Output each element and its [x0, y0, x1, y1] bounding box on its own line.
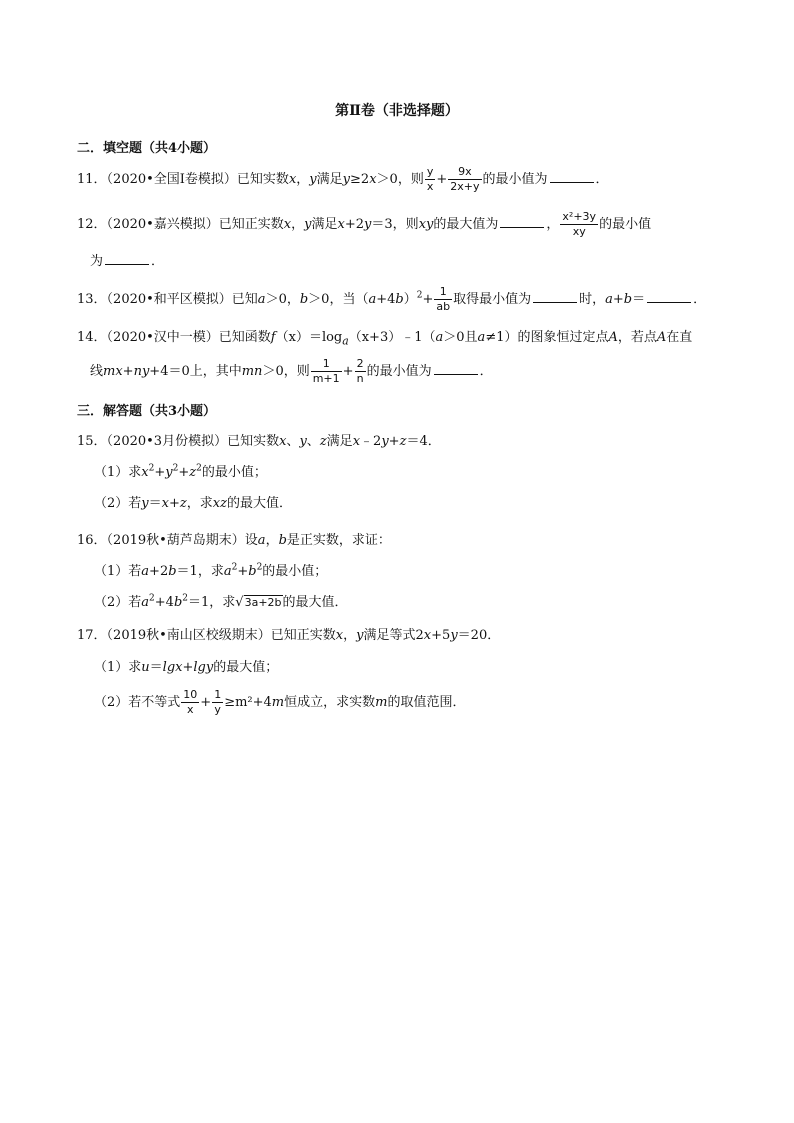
answer-blank	[533, 290, 577, 303]
fraction: $\frac{1}{ab}$	[436, 285, 451, 313]
answer-blank	[550, 170, 594, 183]
square-root: √3a+2b	[235, 595, 282, 610]
question-15-part-1: （1）求$x^2+y^2+z^2$的最小值；	[94, 463, 267, 480]
fraction: $\frac{\text{x²+3y}}{xy}$	[562, 210, 597, 238]
answer-blank	[105, 252, 149, 265]
section-fill-in: 二．填空题（共4小题）	[77, 141, 217, 156]
question-11: 11．（2020•全国Ⅰ卷模拟）已知实数x，y满足y≥2x＞0，则 $\frac{y}{x}$ + $\frac{9x}{2x+y}$ 的最小值为 ．	[77, 165, 609, 193]
answer-blank	[647, 290, 691, 303]
question-13: 13．（2020•和平区模拟）已知a＞0，b＞0，当$(a+4b)^2+$ $\frac{1}{ab}$ 取得最小值为 时，a+b＝ ．	[77, 285, 707, 313]
question-12: 12．（2020•嘉兴模拟）已知正实数x，y满足x+2y＝3，则xy的最大值为 ， $\frac{\text{x²+3y}}{xy}$ 的最小值	[77, 210, 652, 238]
question-17-part-2: （2）若不等式 $\frac{10}{x}$ + $\frac{1}{y}$ ≥m²+4m恒成立，求实数m的取值范围．	[94, 688, 466, 716]
question-12-cont: 为 ．	[90, 254, 165, 269]
fraction: $\frac{1}{m+1}$	[312, 357, 340, 385]
question-16-part-2: （2）若$a^2+4b^2=1$，求√3a+2b的最大值．	[94, 593, 348, 610]
question-14-cont: 线mx+ny+4＝0上，其中mn＞0，则 $\frac{1}{m+1}$ + $\frac{2}{n}$ 的最小值为 ．	[90, 357, 493, 385]
fraction: $\frac{1}{y}$	[214, 688, 222, 716]
fraction: $\frac{2}{n}$	[356, 357, 364, 385]
fraction: $\frac{y}{x}$	[426, 165, 434, 193]
question-16-part-1: （1）若a+2b＝1，求$a^2+b^2$的最小值；	[94, 562, 328, 579]
answer-blank	[434, 362, 478, 375]
question-15-part-2: （2）若y＝x+z，求xz的最大值．	[94, 496, 292, 511]
question-17: 17．（2019秋•南山区校级期末）已知正实数x，y满足等式2x+5y＝20．	[77, 628, 501, 643]
paper-title: 第Ⅱ卷（非选择题）	[335, 103, 459, 119]
fraction: $\frac{10}{x}$	[183, 688, 198, 716]
question-16: 16．（2019秋•葫芦岛期末）设a，b是正实数，求证：	[77, 533, 391, 548]
answer-blank	[500, 215, 544, 228]
question-17-part-1: （1）求u＝lgx+lgy的最大值；	[94, 660, 279, 675]
question-15: 15．（2020•3月份模拟）已知实数x、y、z满足x﹣2y+z＝4．	[77, 434, 441, 449]
fraction: $\frac{9x}{2x+y}$	[450, 165, 480, 193]
question-14: 14．（2020•汉中一模）已知函数$f(x)=\log_a(x+3)﹣1(a>0$且a≠1）的图象恒过定点A，若点A在直	[77, 330, 693, 348]
section-solutions: 三．解答题（共3小题）	[77, 404, 217, 419]
